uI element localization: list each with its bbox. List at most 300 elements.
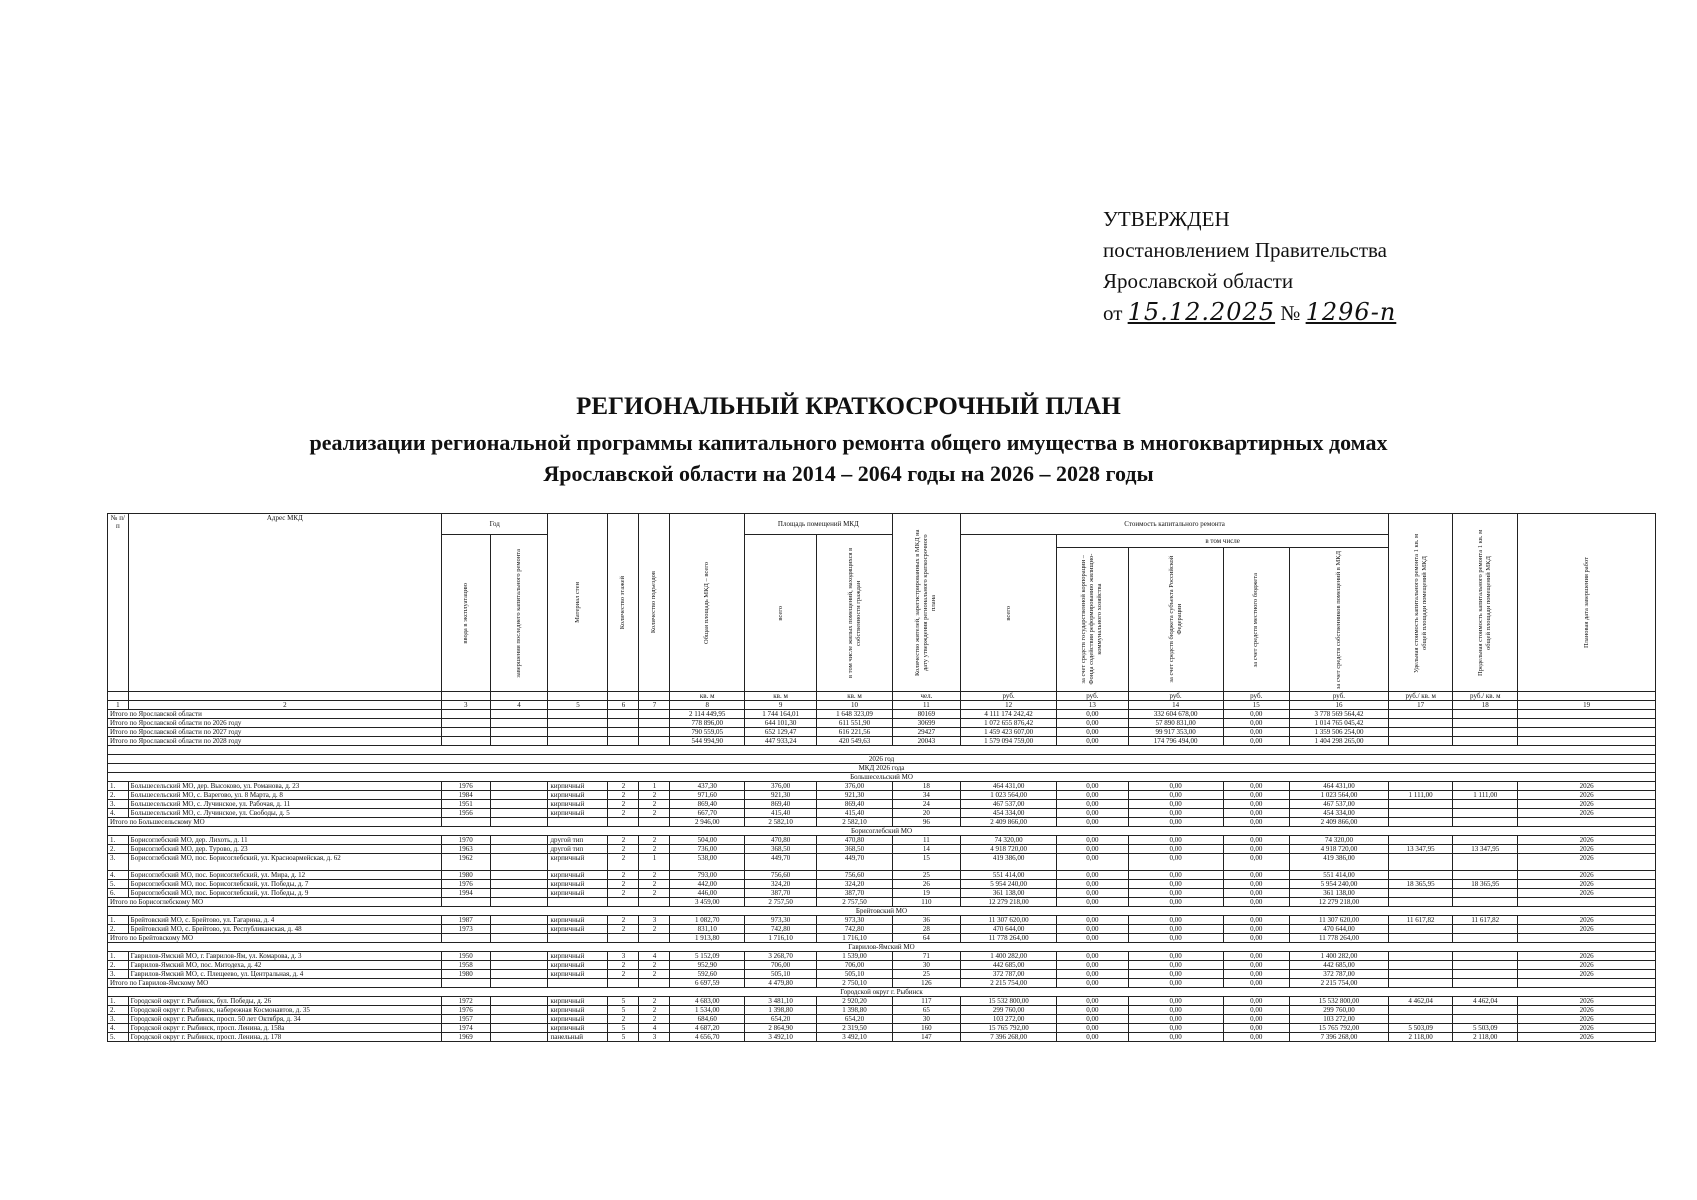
data-cell: 2 [639, 880, 670, 889]
data-cell: 1 400 282,00 [961, 952, 1057, 961]
data-cell: 921,30 [817, 791, 892, 800]
data-cell: 2026 [1518, 1024, 1656, 1033]
data-cell: 2026 [1518, 809, 1656, 818]
total-cell [490, 737, 548, 746]
data-cell: 0,00 [1128, 1015, 1223, 1024]
data-cell: 0,00 [1223, 809, 1289, 818]
plan-table-container [107, 513, 1656, 1042]
data-cell [1389, 854, 1453, 871]
data-cell: 921,30 [744, 791, 816, 800]
data-cell [490, 880, 548, 889]
date-prefix: от [1103, 301, 1123, 325]
data-cell: 3. [108, 970, 129, 979]
data-cell: 0,00 [1223, 925, 1289, 934]
data-cell: 2 118,00 [1389, 1033, 1453, 1042]
address-cell: Гаврилов-Ямский МО, с. Плещеево, ул. Центральная, д. 4 [128, 970, 441, 979]
data-cell: 2026 [1518, 791, 1656, 800]
data-cell: 505,10 [744, 970, 816, 979]
unit-cell [608, 692, 639, 701]
total-cell: 0,00 [1057, 898, 1128, 907]
data-cell: 103 272,00 [1289, 1015, 1388, 1024]
total-cell [441, 979, 490, 988]
data-cell: 0,00 [1128, 916, 1223, 925]
column-number-cell: 17 [1389, 701, 1453, 710]
header-premises-total: всего [744, 535, 816, 692]
total-cell [639, 737, 670, 746]
header-cost-local: за счет средств местного бюджета [1223, 548, 1289, 692]
header-cost-incl: в том числе [1057, 535, 1389, 548]
total-cell [639, 719, 670, 728]
blank-row [108, 746, 1656, 755]
data-cell: 449,70 [817, 854, 892, 871]
data-cell: 1972 [441, 997, 490, 1006]
data-cell: 1 082,70 [670, 916, 744, 925]
data-cell: 0,00 [1057, 1033, 1128, 1042]
column-number-cell: 19 [1518, 701, 1656, 710]
table-row [108, 845, 1656, 854]
data-cell: 2026 [1518, 1006, 1656, 1015]
column-number-cell: 2 [128, 701, 441, 710]
data-cell: 415,40 [744, 809, 816, 818]
data-cell: 4. [108, 871, 129, 880]
column-number-cell: 9 [744, 701, 816, 710]
total-cell [441, 728, 490, 737]
data-cell [490, 1033, 548, 1042]
data-cell: кирпичный [548, 1015, 608, 1024]
data-cell: 0,00 [1223, 800, 1289, 809]
data-cell: 0,00 [1128, 997, 1223, 1006]
data-cell: 11 307 620,00 [961, 916, 1057, 925]
data-cell [490, 845, 548, 854]
data-cell: 2 118,00 [1453, 1033, 1518, 1042]
data-cell: 0,00 [1128, 871, 1223, 880]
data-cell: 0,00 [1128, 800, 1223, 809]
document-title: РЕГИОНАЛЬНЫЙ КРАТКОСРОЧНЫЙ ПЛАН [576, 393, 1121, 420]
address-cell: Борисоглебский МО, пос. Борисоглебский, ул. Победы, д. 9 [128, 889, 441, 898]
data-cell: 0,00 [1128, 854, 1223, 871]
column-number-cell: 14 [1128, 701, 1223, 710]
unit-cell: кв. м [817, 692, 892, 701]
total-cell [490, 898, 548, 907]
data-cell: 2 [608, 916, 639, 925]
data-cell: 15 765 792,00 [961, 1024, 1057, 1033]
data-cell: 742,80 [817, 925, 892, 934]
data-cell: 3 [608, 952, 639, 961]
section-row [108, 755, 1656, 764]
data-cell [1453, 961, 1518, 970]
total-cell: 3 459,00 [670, 898, 744, 907]
total-cell: 0,00 [1128, 818, 1223, 827]
data-cell: 0,00 [1223, 970, 1289, 979]
data-cell: 2 [608, 845, 639, 854]
data-cell: 1 111,00 [1453, 791, 1518, 800]
header-cost: Стоимость капитального ремонта [961, 514, 1389, 535]
data-cell: 1994 [441, 889, 490, 898]
data-cell: 361 138,00 [961, 889, 1057, 898]
address-cell: Борисоглебский МО, пос. Борисоглебский, ул. Красноармейская, д. 62 [128, 854, 441, 871]
approval-date-line [1103, 297, 1396, 329]
data-cell: 4 462,04 [1453, 997, 1518, 1006]
data-cell: 368,50 [817, 845, 892, 854]
data-cell [1389, 961, 1453, 970]
data-cell: 0,00 [1057, 791, 1128, 800]
total-cell [1453, 719, 1518, 728]
data-cell: 0,00 [1057, 952, 1128, 961]
total-cell: 1 359 506 254,00 [1289, 728, 1388, 737]
data-cell: другой тип [548, 836, 608, 845]
data-cell: 464 431,00 [961, 782, 1057, 791]
table-row [108, 1024, 1656, 1033]
total-cell: 2 409 866,00 [961, 818, 1057, 827]
total-cell: 20043 [892, 737, 960, 746]
data-cell: 0,00 [1128, 880, 1223, 889]
data-cell: 74 320,00 [1289, 836, 1388, 845]
total-label: Итого по Брейтовскому МО [108, 934, 442, 943]
total-cell: 0,00 [1128, 934, 1223, 943]
data-cell: 442 685,00 [961, 961, 1057, 970]
address-cell: Борисоглебский МО, дер. Турово, д. 23 [128, 845, 441, 854]
data-cell: 18 365,95 [1453, 880, 1518, 889]
approved-line2: Ярославской области [1103, 269, 1294, 293]
total-cell [1389, 737, 1453, 746]
total-cell: 616 221,56 [817, 728, 892, 737]
data-cell: 0,00 [1057, 845, 1128, 854]
total-cell: 2 582,10 [817, 818, 892, 827]
total-cell: 1 579 094 759,00 [961, 737, 1057, 746]
header-wall: Материал стен [548, 514, 608, 692]
data-cell: 437,30 [670, 782, 744, 791]
data-cell: 11 [892, 836, 960, 845]
column-number-cell: 6 [608, 701, 639, 710]
total-cell: 64 [892, 934, 960, 943]
total-cell: 6 697,59 [670, 979, 744, 988]
approved-title: УТВЕРЖДЕН [1103, 207, 1230, 231]
data-cell: 2 [639, 800, 670, 809]
total-cell: 2 750,10 [817, 979, 892, 988]
unit-cell: руб. [1057, 692, 1128, 701]
data-cell [490, 871, 548, 880]
header-cost-total: всего [961, 535, 1057, 692]
section-label: МКД 2026 года [108, 764, 1656, 773]
data-cell: 0,00 [1057, 809, 1128, 818]
data-cell: 0,00 [1057, 925, 1128, 934]
address-cell: Борисоглебский МО, пос. Борисоглебский, ул. Мира, д. 12 [128, 871, 441, 880]
data-cell: 1. [108, 997, 129, 1006]
total-cell [441, 818, 490, 827]
total-cell: 0,00 [1223, 818, 1289, 827]
total-row [108, 737, 1656, 746]
data-cell: 3 481,10 [744, 997, 816, 1006]
header-max-cost: Предельная стоимость капитального ремонта 1 кв. м общей площади помещений МКД [1453, 514, 1518, 692]
data-cell: 1 398,80 [817, 1006, 892, 1015]
header-num: № п/п [108, 514, 129, 692]
data-cell: 2 [639, 836, 670, 845]
data-cell: 1 534,00 [670, 1006, 744, 1015]
data-cell: 147 [892, 1033, 960, 1042]
data-cell: 1974 [441, 1024, 490, 1033]
data-cell: 2 [608, 880, 639, 889]
unit-cell [490, 692, 548, 701]
header-plan-date: Плановая дата завершения работ [1518, 514, 1656, 692]
data-cell: 952,90 [670, 961, 744, 970]
data-cell [490, 782, 548, 791]
data-cell: 0,00 [1223, 1006, 1289, 1015]
data-cell: 2 [608, 854, 639, 871]
data-cell: 470 644,00 [1289, 925, 1388, 934]
address-cell: Гаврилов-Ямский МО, пос. Митодеха, д. 42 [128, 961, 441, 970]
data-cell [1389, 889, 1453, 898]
data-cell: 654,20 [817, 1015, 892, 1024]
data-cell: 464 431,00 [1289, 782, 1388, 791]
total-cell: 99 917 353,00 [1128, 728, 1223, 737]
table-row [108, 997, 1656, 1006]
data-cell: 4 918 720,00 [1289, 845, 1388, 854]
total-cell: 0,00 [1223, 719, 1289, 728]
total-cell [441, 934, 490, 943]
address-cell: Большесельский МО, с. Варегово, ул. 8 Марта, д. 8 [128, 791, 441, 800]
data-cell [1453, 800, 1518, 809]
total-cell: 1 459 423 607,00 [961, 728, 1057, 737]
data-cell: 2026 [1518, 782, 1656, 791]
data-cell: 454 334,00 [1289, 809, 1388, 818]
table-row [108, 916, 1656, 925]
total-cell [548, 934, 608, 943]
data-cell [1453, 782, 1518, 791]
data-cell: 2 [639, 809, 670, 818]
unit-cell: руб. [961, 692, 1057, 701]
data-cell: 4 [639, 952, 670, 961]
data-cell: 0,00 [1223, 880, 1289, 889]
total-cell: 0,00 [1057, 979, 1128, 988]
total-cell [441, 737, 490, 746]
data-cell: 0,00 [1128, 809, 1223, 818]
total-cell: 57 890 831,00 [1128, 719, 1223, 728]
data-cell: 13 347,95 [1389, 845, 1453, 854]
data-cell: 3 268,70 [744, 952, 816, 961]
total-cell [548, 818, 608, 827]
data-cell: 2 319,50 [817, 1024, 892, 1033]
data-cell: 1973 [441, 925, 490, 934]
total-cell: 3 778 569 564,42 [1289, 710, 1388, 719]
address-cell: Городской округ г. Рыбинск, бул. Победы, д. 26 [128, 997, 441, 1006]
data-cell: 1969 [441, 1033, 490, 1042]
data-cell: 1. [108, 782, 129, 791]
data-cell: 551 414,00 [1289, 871, 1388, 880]
total-cell [548, 898, 608, 907]
unit-cell [108, 692, 129, 701]
total-cell [548, 737, 608, 746]
total-cell: 0,00 [1223, 728, 1289, 737]
document-subtitle-1: реализации региональной программы капитального ремонта общего имущества в многоквартирных домах [309, 430, 1388, 455]
data-cell: кирпичный [548, 791, 608, 800]
data-cell: 103 272,00 [961, 1015, 1057, 1024]
data-cell: 2026 [1518, 1033, 1656, 1042]
approval-date: 15.12.2025 [1127, 298, 1276, 326]
data-cell: 368,50 [744, 845, 816, 854]
data-cell: кирпичный [548, 961, 608, 970]
total-cell: 1 648 323,09 [817, 710, 892, 719]
total-cell: 0,00 [1057, 737, 1128, 746]
total-cell [1518, 979, 1656, 988]
total-cell [1518, 818, 1656, 827]
data-cell: 3. [108, 1015, 129, 1024]
data-cell: 654,20 [744, 1015, 816, 1024]
data-cell: кирпичный [548, 997, 608, 1006]
data-cell: кирпичный [548, 889, 608, 898]
data-cell: 324,20 [744, 880, 816, 889]
address-cell: Борисоглебский МО, дер. Лихоть, д. 11 [128, 836, 441, 845]
data-cell: 831,10 [670, 925, 744, 934]
data-cell: 706,00 [817, 961, 892, 970]
total-cell [639, 934, 670, 943]
data-cell: 3 492,10 [744, 1033, 816, 1042]
data-cell: 2 [639, 871, 670, 880]
total-cell [639, 710, 670, 719]
data-cell: 0,00 [1057, 916, 1128, 925]
total-cell: 420 549,63 [817, 737, 892, 746]
total-row [108, 710, 1656, 719]
total-cell: 1 404 298 265,00 [1289, 737, 1388, 746]
total-row [108, 818, 1656, 827]
column-number-cell: 15 [1223, 701, 1289, 710]
data-cell: 0,00 [1057, 836, 1128, 845]
data-cell: 592,60 [670, 970, 744, 979]
total-cell [1518, 934, 1656, 943]
data-cell: 1976 [441, 782, 490, 791]
data-cell: 30 [892, 1015, 960, 1024]
data-cell: 0,00 [1057, 782, 1128, 791]
data-cell: 1950 [441, 952, 490, 961]
total-label: Итого по Ярославской области по 2027 году [108, 728, 442, 737]
total-cell: 12 279 218,00 [1289, 898, 1388, 907]
data-cell: 25 [892, 970, 960, 979]
data-cell: 446,00 [670, 889, 744, 898]
column-number-cell: 12 [961, 701, 1057, 710]
header-residents: Количество жителей, зарегистрированных в МКД на дату утверждения регионального краткосрочного плана [892, 514, 960, 692]
column-number-cell: 7 [639, 701, 670, 710]
data-cell: 2026 [1518, 970, 1656, 979]
data-cell: 4 462,04 [1389, 997, 1453, 1006]
total-cell: 12 279 218,00 [961, 898, 1057, 907]
total-row [108, 898, 1656, 907]
data-cell: 0,00 [1128, 970, 1223, 979]
data-cell [490, 809, 548, 818]
table-row [108, 800, 1656, 809]
data-cell [490, 1006, 548, 1015]
data-cell: 2 [608, 809, 639, 818]
approval-stamp [1103, 204, 1396, 329]
total-cell [1453, 898, 1518, 907]
data-cell: 0,00 [1128, 1033, 1223, 1042]
data-cell: 0,00 [1223, 1015, 1289, 1024]
total-cell: 652 129,47 [744, 728, 816, 737]
data-cell: 1984 [441, 791, 490, 800]
data-cell: 117 [892, 997, 960, 1006]
section-row [108, 907, 1656, 916]
data-cell: 470,80 [744, 836, 816, 845]
data-cell: 0,00 [1223, 889, 1289, 898]
data-cell: 15 532 800,00 [961, 997, 1057, 1006]
unit-cell: руб. [1128, 692, 1223, 701]
data-cell: 4 [639, 1024, 670, 1033]
data-cell: 0,00 [1057, 970, 1128, 979]
total-cell [1453, 818, 1518, 827]
data-cell: 324,20 [817, 880, 892, 889]
data-cell: кирпичный [548, 1024, 608, 1033]
total-cell [1518, 728, 1656, 737]
data-cell: 0,00 [1128, 782, 1223, 791]
section-row [108, 764, 1656, 773]
total-cell: 1 072 655 876,42 [961, 719, 1057, 728]
data-cell: 18 365,95 [1389, 880, 1453, 889]
table-row [108, 782, 1656, 791]
data-cell [1453, 970, 1518, 979]
data-cell: 28 [892, 925, 960, 934]
data-cell: 2. [108, 961, 129, 970]
total-cell: 11 778 264,00 [961, 934, 1057, 943]
total-cell [1453, 710, 1518, 719]
data-cell: 299 760,00 [961, 1006, 1057, 1015]
total-cell [1518, 710, 1656, 719]
total-cell: 332 604 678,00 [1128, 710, 1223, 719]
table-row [108, 880, 1656, 889]
total-cell: 126 [892, 979, 960, 988]
total-cell: 4 479,80 [744, 979, 816, 988]
data-cell: 0,00 [1128, 845, 1223, 854]
total-cell [608, 979, 639, 988]
data-cell [490, 800, 548, 809]
section-label: Гаврилов-Ямский МО [108, 943, 1656, 952]
data-cell [1389, 782, 1453, 791]
table-row [108, 970, 1656, 979]
total-cell [490, 728, 548, 737]
data-cell: 2. [108, 791, 129, 800]
data-cell: 2026 [1518, 916, 1656, 925]
total-cell [441, 710, 490, 719]
data-cell: 4 683,00 [670, 997, 744, 1006]
data-cell: 5. [108, 1033, 129, 1042]
data-cell: кирпичный [548, 800, 608, 809]
data-cell: 0,00 [1128, 961, 1223, 970]
data-cell: 449,70 [744, 854, 816, 871]
total-label: Итого по Гаврилов-Ямскому МО [108, 979, 442, 988]
data-cell: 2026 [1518, 961, 1656, 970]
total-cell [1389, 710, 1453, 719]
data-cell: 454 334,00 [961, 809, 1057, 818]
address-cell: Городской округ г. Рыбинск, просп. Ленина, д. 158а [128, 1024, 441, 1033]
data-cell: 2 [639, 1006, 670, 1015]
data-cell [490, 961, 548, 970]
data-cell: 442,00 [670, 880, 744, 889]
total-cell: 0,00 [1128, 979, 1223, 988]
data-cell [1389, 800, 1453, 809]
data-cell: 2026 [1518, 997, 1656, 1006]
data-cell: 0,00 [1057, 880, 1128, 889]
data-cell [1453, 889, 1518, 898]
unit-cell [1518, 692, 1656, 701]
column-number-cell: 11 [892, 701, 960, 710]
total-cell [608, 728, 639, 737]
total-cell [548, 728, 608, 737]
data-cell: 1970 [441, 836, 490, 845]
data-cell: 667,70 [670, 809, 744, 818]
data-cell: 0,00 [1128, 791, 1223, 800]
header-floors: Количество этажей [608, 514, 639, 692]
unit-cell [441, 692, 490, 701]
data-cell: 0,00 [1057, 1024, 1128, 1033]
data-cell: 793,00 [670, 871, 744, 880]
total-cell [441, 898, 490, 907]
